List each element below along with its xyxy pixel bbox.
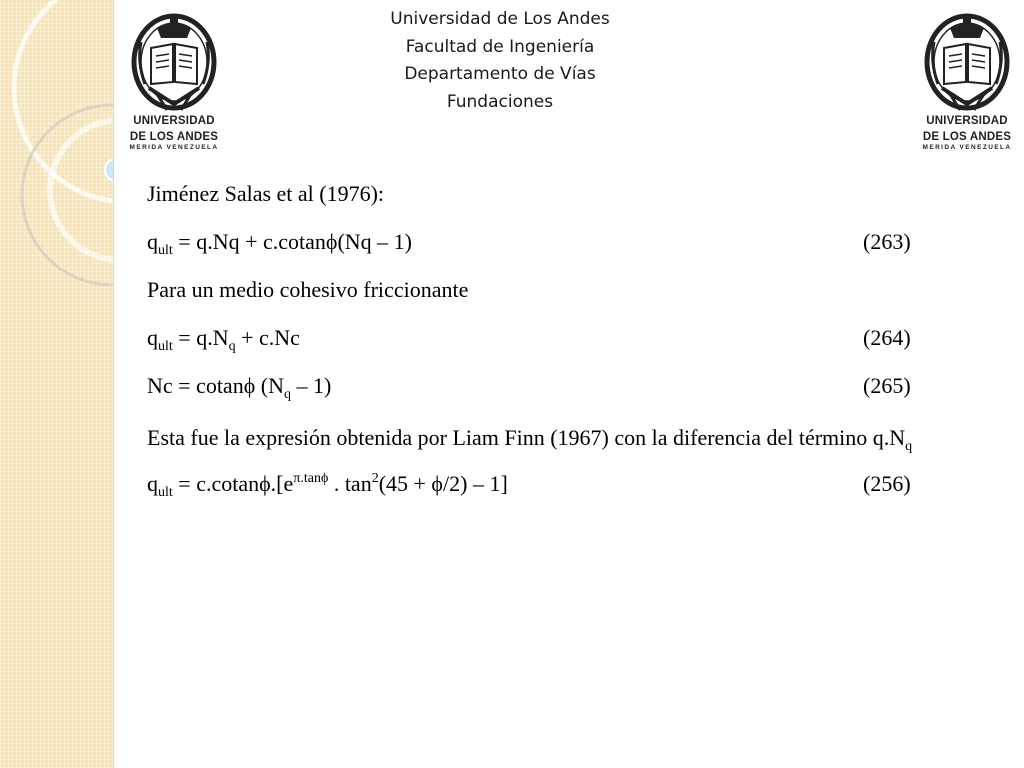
eq-subscript: q — [228, 339, 236, 354]
decorative-circles — [0, 0, 113, 768]
header-course: Fundaciones — [446, 91, 554, 112]
slide-content — [147, 176, 980, 514]
header-university: Universidad de Los Andes — [390, 9, 610, 29]
university-logo-left — [127, 12, 221, 152]
eq-text: = c.cotanϕ.[e — [172, 471, 294, 496]
logo-name-line2: DE LOS ANDES — [922, 131, 1012, 143]
equation-265 — [147, 368, 980, 416]
equation-number: (263) — [863, 229, 911, 254]
equation-number: (264) — [863, 325, 911, 350]
eq-text: = q.N — [172, 325, 229, 350]
logo-name-line1: UNIVERSIDAD — [926, 115, 1008, 127]
paragraph-text: Esta fue la expresión obtenida por Liam Finn (1967) con la diferencia del término q.N — [147, 425, 906, 450]
eq-superscript: π.tanϕ — [293, 471, 329, 486]
eq-subscript: ult — [158, 339, 173, 354]
logo-name-line2: DE LOS ANDES — [129, 131, 219, 143]
equation-number: (265) — [863, 373, 911, 398]
equation-number: (256) — [863, 471, 911, 496]
eq-superscript: 2 — [371, 471, 379, 486]
header-department: Departamento de Vías — [404, 64, 596, 84]
eq-text: + c.Nc — [235, 325, 300, 350]
eq-text: q — [147, 325, 158, 350]
explanation-paragraph — [147, 424, 980, 452]
eq-subscript: ult — [158, 243, 173, 258]
eq-text: q — [147, 471, 158, 496]
equation-264 — [147, 320, 980, 368]
eq-text: . tan — [328, 471, 372, 496]
logo-city: MERIDA VENEZUELA — [922, 144, 1012, 151]
eq-subscript: q — [905, 439, 913, 454]
logo-city: MERIDA VENEZUELA — [129, 144, 219, 151]
eq-subscript: ult — [158, 485, 173, 500]
eq-subscript: q — [284, 387, 291, 402]
eq-text: (45 + ϕ/2) – 1] — [378, 471, 508, 496]
equation-263 — [147, 224, 980, 272]
logo-name-line1: UNIVERSIDAD — [133, 115, 215, 127]
decorative-sidebar — [0, 0, 114, 768]
eq-text: q — [147, 229, 158, 254]
slide-subtitle: Para un medio cohesivo friccionante — [147, 277, 469, 302]
header-faculty: Facultad de Ingeniería — [405, 36, 595, 57]
university-logo-right — [920, 12, 1014, 152]
equation-256 — [147, 466, 980, 514]
eq-text: – 1) — [291, 373, 332, 398]
slide-title: Jiménez Salas et al (1976): — [147, 181, 385, 206]
eq-text: = q.Nq + c.cotanϕ(Nq – 1) — [172, 229, 413, 254]
page-header — [330, 6, 670, 116]
university-seal-icon — [920, 12, 1014, 112]
university-seal-icon — [127, 12, 221, 112]
eq-text: Nc = cotanϕ (N — [147, 373, 284, 398]
